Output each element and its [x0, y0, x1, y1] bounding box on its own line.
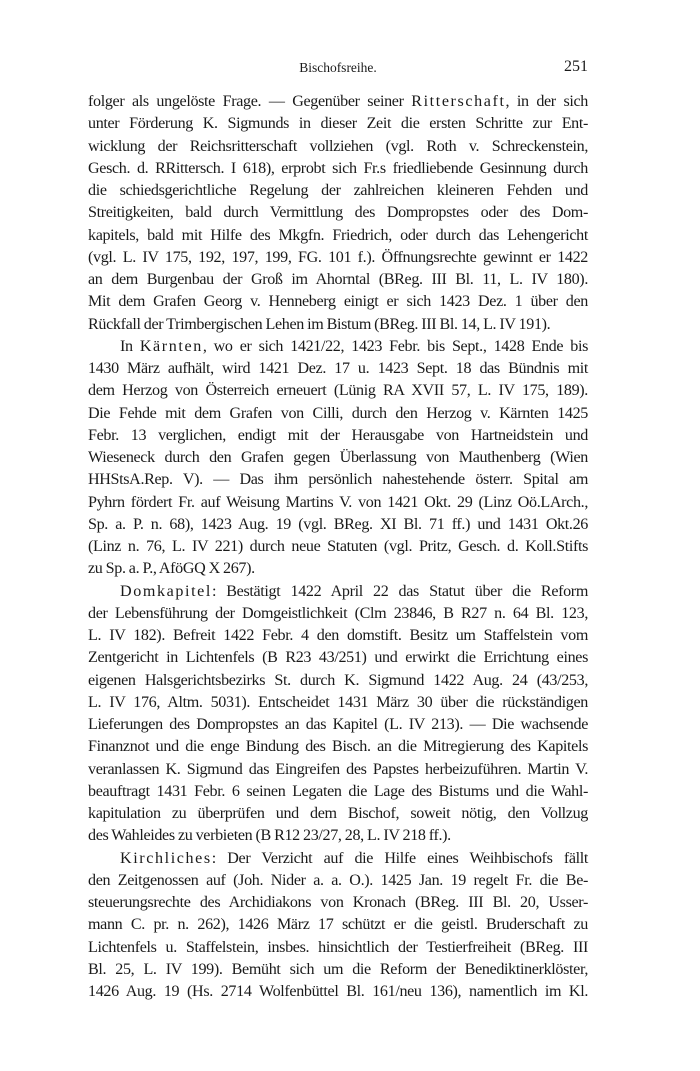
running-title: Bischofsreihe. — [299, 60, 377, 75]
line-text: zu Sp. a. P., AföGQ X 267). — [88, 560, 255, 578]
text-line — [88, 647, 588, 669]
line-text: 1430 März aufhält, wird 1421 Dez. 17 u. 1423 Sept. 18 das Bündnis mit — [88, 360, 588, 377]
line-text: Finanznot und die enge Bindung des Bisch. an die Mitregierung des Kapitels — [88, 738, 588, 756]
text-line — [88, 136, 588, 158]
running-head — [88, 60, 588, 82]
text-line — [88, 781, 588, 803]
line-text: an dem Burgenbau der Groß im Ahorntal (BReg. III Bl. 11, L. IV 180). — [88, 271, 588, 288]
text-line — [88, 425, 588, 447]
line-text: Streitigkeiten, bald durch Vermittlung des Dompropstes oder des Dom- — [88, 204, 588, 222]
line-text: steuerungsrechte des Archidiakons von Kronach (BReg. III Bl. 20, Usser- — [88, 894, 588, 911]
line-text: Bl. 25, L. IV 199). Bemüht sich um die Reform der Benediktinerklöster, — [88, 960, 588, 978]
spaced-heading: Domkapitel — [120, 582, 212, 600]
line-text: Lieferungen des Dompropstes an das Kapitel (L. IV 213). — Die wachsende — [88, 716, 588, 733]
line-text: mann C. pr. n. 262), 1426 März 17 schützt er die geistl. Bruderschaft zu — [88, 916, 588, 934]
line-text: Sp. a. P. n. 68), 1423 Aug. 19 (vgl. BReg. XI Bl. 71 ff.) und 1431 Okt.26 — [88, 515, 588, 533]
line-text: eigenen Halsgerichtsbezirks St. durch K. Sigmund 1422 Aug. 24 (43/253, — [88, 671, 588, 689]
text-line — [88, 358, 588, 380]
text-line — [88, 603, 588, 625]
line-text: Pyhrn fördert Fr. auf Weisung Martins V. von 1421 Okt. 29 (Linz Oö.LArch., — [88, 493, 588, 511]
text-line — [88, 314, 588, 336]
page-number: 251 — [564, 58, 588, 75]
text-line — [88, 202, 588, 224]
text-line — [88, 892, 588, 914]
line-text: (vgl. L. IV 175, 192, 197, 199, FG. 101 f.). Öffnungsrechte gewinnt er 1422 — [88, 248, 588, 266]
spaced-heading: Kirchliches — [120, 849, 212, 867]
line-text: kapitels, bald mit Hilfe des Mkgfn. Friedrich, oder durch das Lehengericht — [88, 226, 588, 244]
line-text: : Der Verzicht auf die Hilfe eines Weihbischofs fällt — [211, 849, 588, 867]
line-text: Wieseneck durch den Grafen gegen Überlassung von Mauthenberg (Wien — [88, 449, 588, 466]
line-text: L. IV 176, Altm. 5031). Entscheidet 1431 März 30 über die rückständigen — [88, 693, 588, 711]
line-text: Mit dem Grafen Georg v. Henneberg einigt er sich 1423 Dez. 1 über den — [88, 293, 588, 311]
line-text: , in der sich — [505, 93, 588, 110]
line-text: HHStsA.Rep. V). — Das ihm persönlich nahestehende österr. Spital am — [88, 471, 588, 489]
text-line — [88, 625, 588, 647]
text-line — [88, 825, 588, 847]
line-text: unter Förderung K. Sigmunds in dieser Zeit die ersten Schritte zur Ent- — [88, 115, 588, 133]
text-line — [88, 291, 588, 313]
text-line — [88, 91, 588, 113]
text-line — [88, 870, 588, 892]
line-text: Zentgericht in Lichtenfels (B R23 43/251) und erwirkt die Errichtung eines — [88, 649, 588, 667]
text-line — [88, 581, 588, 603]
text-line — [88, 158, 588, 180]
text-line — [88, 447, 588, 469]
text-line — [88, 492, 588, 514]
text-line — [88, 937, 588, 959]
text-line — [88, 692, 588, 714]
text-line — [88, 914, 588, 936]
line-text: die schiedsgerichtliche Regelung der zahlreichen kleineren Fehden und — [88, 182, 588, 199]
text-line — [88, 403, 588, 425]
line-text: Gesch. d. RRittersch. I 618), erprobt sich Fr.s friedliebende Gesinnung durch — [88, 159, 588, 177]
text-line — [88, 269, 588, 291]
line-text: des Wahleides zu verbieten (B R12 23/27, 28, L. IV 218 ff.). — [88, 827, 451, 845]
text-line — [88, 336, 588, 358]
line-text: (Linz n. 76, L. IV 221) durch neue Statuten (vgl. Pritz, Gesch. d. Koll.Stifts — [88, 538, 588, 555]
text-line — [88, 803, 588, 825]
body-text — [88, 91, 588, 1003]
text-line — [88, 981, 588, 1003]
text-line — [88, 670, 588, 692]
text-line — [88, 759, 588, 781]
text-line — [88, 714, 588, 736]
line-text: Febr. 13 verglichen, endigt mit der Herausgabe von Hartneidstein und — [88, 426, 588, 444]
text-line — [88, 113, 588, 135]
line-text: , wo er sich 1421/22, 1423 Febr. bis Sept., 1428 Ende bis — [202, 337, 588, 355]
line-text: kapitulation zu überprüfen und dem Bischof, soweit nötig, den Vollzug — [88, 805, 588, 822]
line-text: veranlassen K. Sigmund das Eingreifen des Papstes herbeizuführen. Martin V. — [88, 760, 588, 778]
text-line — [88, 180, 588, 202]
text-line — [88, 514, 588, 536]
spaced-heading: Ritterschaft — [411, 93, 506, 110]
line-text: den Zeitgenossen auf (Joh. Nider a. a. O.). 1425 Jan. 19 regelt Fr. die Be- — [88, 871, 588, 889]
text-line — [88, 848, 588, 870]
line-text: beauftragt 1431 Febr. 6 seinen Legaten die Lage des Bistums und die Wahl- — [88, 782, 588, 800]
line-text: L. IV 182). Befreit 1422 Febr. 4 den domstift. Besitz um Staffelstein vom — [88, 627, 588, 644]
text-line — [88, 225, 588, 247]
text-line — [88, 469, 588, 491]
text-line — [88, 959, 588, 981]
text-line — [88, 558, 588, 580]
line-text: In — [120, 337, 140, 355]
line-text: der Lebensführung der Domgeistlichkeit (Clm 23846, B R27 n. 64 Bl. 123, — [88, 604, 588, 622]
line-text: Lichtenfels u. Staffelstein, insbes. hinsichtlich der Testierfreiheit (BReg. III — [88, 938, 588, 956]
line-text: 1426 Aug. 19 (Hs. 2714 Wolfenbüttel Bl. 161/neu 136), namentlich im Kl. — [88, 983, 588, 1000]
line-text: Die Fehde mit dem Grafen von Cilli, durch den Herzog v. Kärnten 1425 — [88, 404, 588, 422]
line-text: dem Herzog von Österreich erneuert (Lünig RA XVII 57, L. IV 175, 189). — [88, 382, 588, 400]
line-text: folger als ungelöste Frage. — Gegenüber seiner — [88, 93, 412, 110]
text-line — [88, 536, 588, 558]
line-text: wicklung der Reichsritterschaft vollziehen (vgl. Roth v. Schreckenstein, — [88, 137, 588, 155]
line-text: : Bestätigt 1422 April 22 das Statut über die Reform — [211, 582, 588, 600]
line-text: Rückfall der Trimbergischen Lehen im Bistum (BReg. III Bl. 14, L. IV 191). — [88, 315, 551, 333]
text-line — [88, 380, 588, 402]
text-line — [88, 247, 588, 269]
spaced-heading: Kärnten — [139, 337, 203, 355]
text-line — [88, 736, 588, 758]
